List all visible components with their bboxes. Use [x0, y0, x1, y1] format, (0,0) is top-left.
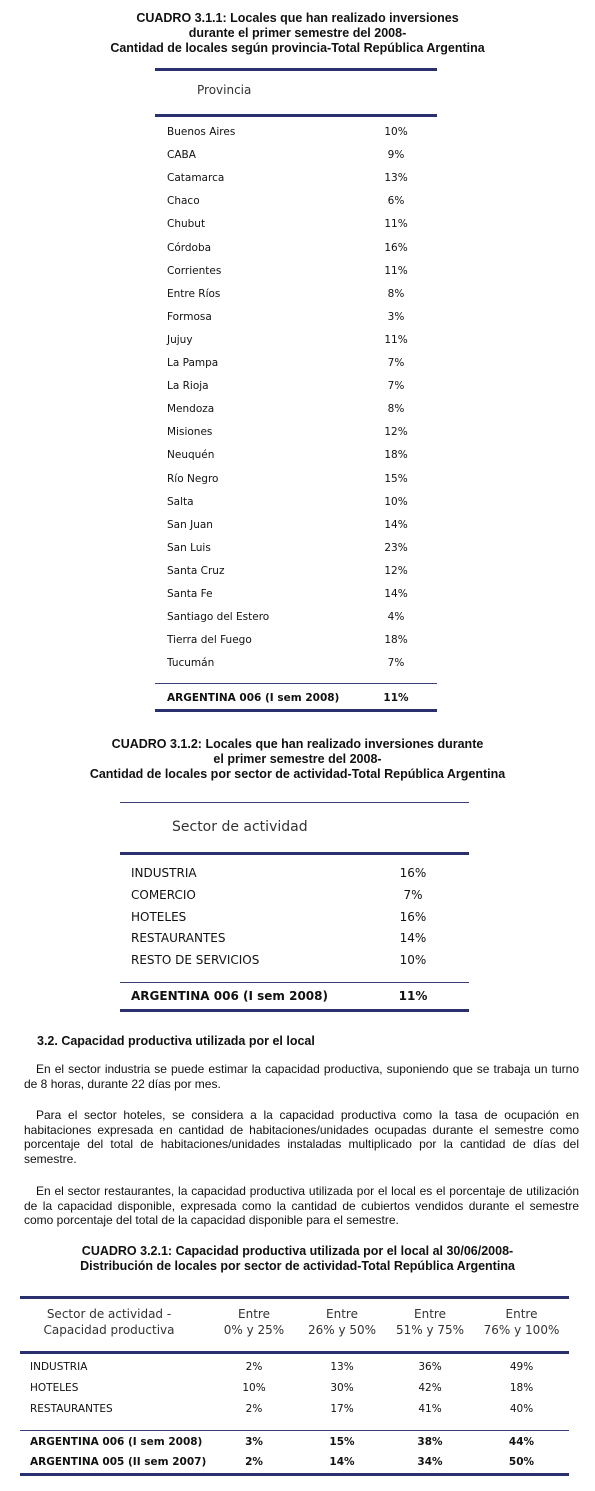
table-cell: 40% — [509, 1403, 534, 1415]
table-cell: 30% — [330, 1382, 354, 1394]
table2-header-rule — [120, 852, 469, 855]
province-value: 14% — [384, 588, 408, 600]
province-name: Misiones — [167, 426, 213, 439]
table-cell: 13% — [330, 1361, 354, 1373]
table1-province — [155, 68, 437, 714]
sector-value: 7% — [403, 887, 423, 902]
sector-name: COMERCIO — [131, 887, 196, 902]
province-name: Corrientes — [167, 264, 222, 277]
table2-sector — [120, 802, 469, 1014]
province-name: Córdoba — [167, 241, 212, 254]
table-cell: 2% — [245, 1361, 263, 1373]
table1-header: Provincia — [197, 83, 252, 97]
province-name: Chaco — [167, 195, 200, 208]
table-cell: 18% — [509, 1382, 534, 1394]
table-cell: 49% — [509, 1361, 534, 1373]
province-name: Formosa — [167, 310, 212, 323]
sector-name: INDUSTRIA — [131, 866, 197, 880]
province-value: 7% — [387, 357, 405, 369]
table-cell: 36% — [418, 1361, 442, 1373]
sector-name: HOTELES — [131, 909, 187, 924]
table3-top-rule — [20, 1296, 569, 1299]
province-value: 12% — [384, 426, 408, 439]
province-name: Catamarca — [167, 172, 225, 185]
province-name: Santiago del Estero — [167, 611, 270, 624]
table-cell: 34% — [417, 1456, 443, 1468]
table3-bottom-rule — [20, 1473, 569, 1476]
province-name: Jujuy — [167, 333, 193, 346]
province-name: Tierra del Fuego — [167, 634, 252, 647]
province-name: Chubut — [167, 218, 206, 231]
table2-top-rule — [120, 802, 469, 803]
table3-caption: CUADRO 3.2.1: Capacidad productiva utilizada por el local al 30/06/2008- Distribución de locales por sector de actividad-Total República Argentina — [80, 1244, 515, 1273]
paragraph-restaurantes: En el sector restaurantes, la capacidad productiva utilizada por el local es el porcentaje de utilización de la capacidad disponible, expresada como la cantidad de cubiertos vendidos durante el semestre como porcentaje del total de la capacidad disponible para el semestre. — [24, 1184, 579, 1227]
table-cell: 2% — [245, 1456, 263, 1468]
table1-top-rule — [155, 68, 437, 71]
table-cell: 50% — [508, 1456, 535, 1468]
province-value: 6% — [387, 195, 405, 208]
province-name: Santa Fe — [167, 588, 213, 600]
paragraph-hoteles: Para el sector hoteles, se considera a la capacidad productiva como la tasa de ocupación en habitaciones expresada en cantidad de habitaciones/unidades ocupadas durante el semestre como porcentaje del total de habitaciones/unidades instaladas multiplicado por la cantidad de días del semestre. — [24, 1108, 579, 1166]
province-value: 11% — [384, 333, 408, 346]
table-cell: 44% — [508, 1436, 535, 1448]
table2-total-value: 11% — [398, 989, 428, 1003]
paragraph-industria: En el sector industria se puede estimar la capacidad productiva, suponiendo que se trabaja un turno de 8 horas, durante 22 días por mes. — [24, 1062, 579, 1091]
table2-header: Sector de actividad — [172, 819, 308, 835]
table1-total-value: 11% — [383, 692, 409, 704]
table1-header-rule — [155, 114, 437, 117]
sector-value: 16% — [399, 866, 427, 880]
section-title: 3.2. Capacidad productiva utilizada por el local — [37, 1034, 315, 1048]
table-cell: 41% — [418, 1403, 442, 1415]
province-name: San Luis — [167, 541, 211, 554]
table3-header-26-50: Entre 26% y 50% — [307, 1307, 377, 1337]
province-value: 15% — [384, 472, 408, 485]
table-row-label: ARGENTINA 006 (I sem 2008) — [30, 1436, 203, 1448]
province-value: 10% — [384, 126, 408, 138]
table3-header-0-25: Entre 0% y 25% — [223, 1307, 285, 1337]
table2-caption: CUADRO 3.1.2: Locales que han realizado inversiones durante el primer semestre del 2008- Cantidad de locales por sector de actividad-Total República Argentina — [89, 737, 506, 781]
province-value: 18% — [384, 449, 408, 462]
province-value: 14% — [384, 518, 408, 531]
table3-header-51-75: Entre 51% y 75% — [395, 1307, 465, 1337]
table3-total-rule — [20, 1430, 569, 1431]
province-name: San Juan — [167, 518, 213, 531]
sector-value: 16% — [399, 909, 427, 924]
province-value: 3% — [387, 310, 405, 323]
province-value: 16% — [384, 241, 408, 254]
table-cell: 38% — [417, 1436, 443, 1448]
province-name: Neuquén — [167, 449, 215, 462]
province-value: 7% — [387, 380, 405, 393]
province-name: Salta — [167, 495, 194, 508]
province-name: Entre Ríos — [167, 287, 221, 300]
table1-total-label: ARGENTINA 006 (I sem 2008) — [167, 692, 340, 704]
table3-header-rule — [20, 1351, 569, 1354]
table-row-label: INDUSTRIA — [30, 1361, 88, 1373]
province-value: 9% — [387, 149, 405, 162]
province-value: 23% — [384, 541, 408, 554]
table-cell: 10% — [242, 1382, 266, 1394]
province-name: Santa Cruz — [167, 564, 225, 577]
table3-capacity — [20, 1296, 569, 1478]
sector-value: 10% — [399, 953, 427, 968]
sector-name: RESTAURANTES — [131, 931, 226, 946]
table-cell: 3% — [245, 1436, 263, 1448]
table3-header-76-100: Entre 76% y 100% — [483, 1307, 560, 1337]
table2-total-label: ARGENTINA 006 (I sem 2008) — [131, 989, 328, 1003]
table1-bottom-rule — [155, 709, 437, 712]
table-row-label: RESTAURANTES — [30, 1403, 113, 1415]
province-value: 18% — [384, 634, 408, 647]
province-name: Mendoza — [167, 403, 215, 416]
province-name: Buenos Aires — [167, 126, 236, 138]
table-row-label: HOTELES — [30, 1382, 79, 1394]
province-value: 13% — [384, 172, 408, 185]
table-cell: 15% — [329, 1436, 355, 1448]
province-value: 12% — [384, 564, 408, 577]
table-cell: 42% — [418, 1382, 442, 1394]
table-cell: 14% — [329, 1456, 355, 1468]
province-value: 10% — [384, 495, 408, 508]
table1-caption: CUADRO 3.1.1: Locales que han realizado inversiones durante el primer semestre del 2008- Cantidad de locales según provincia-Total República Argentina — [110, 11, 485, 55]
table-cell: 2% — [245, 1403, 263, 1415]
table1-total-rule — [155, 683, 437, 684]
table2-bottom-rule — [120, 1009, 469, 1012]
province-name: La Rioja — [167, 380, 209, 393]
province-name: Río Negro — [167, 472, 219, 485]
province-value: 8% — [387, 287, 405, 300]
sector-value: 14% — [399, 931, 427, 946]
table-cell: 17% — [330, 1403, 354, 1415]
province-value: 8% — [387, 403, 405, 416]
table2-total-rule — [120, 982, 469, 983]
province-name: Tucumán — [167, 657, 215, 670]
province-value: 7% — [387, 657, 405, 670]
sector-name: RESTO DE SERVICIOS — [131, 953, 260, 968]
province-name: La Pampa — [167, 357, 219, 369]
province-value: 11% — [384, 264, 408, 277]
province-value: 4% — [387, 611, 405, 624]
table-row-label: ARGENTINA 005 (II sem 2007) — [30, 1456, 207, 1468]
province-name: CABA — [167, 149, 196, 162]
province-value: 11% — [384, 218, 408, 231]
table3-header-sector: Sector de actividad - Capacidad productiva — [43, 1307, 175, 1337]
